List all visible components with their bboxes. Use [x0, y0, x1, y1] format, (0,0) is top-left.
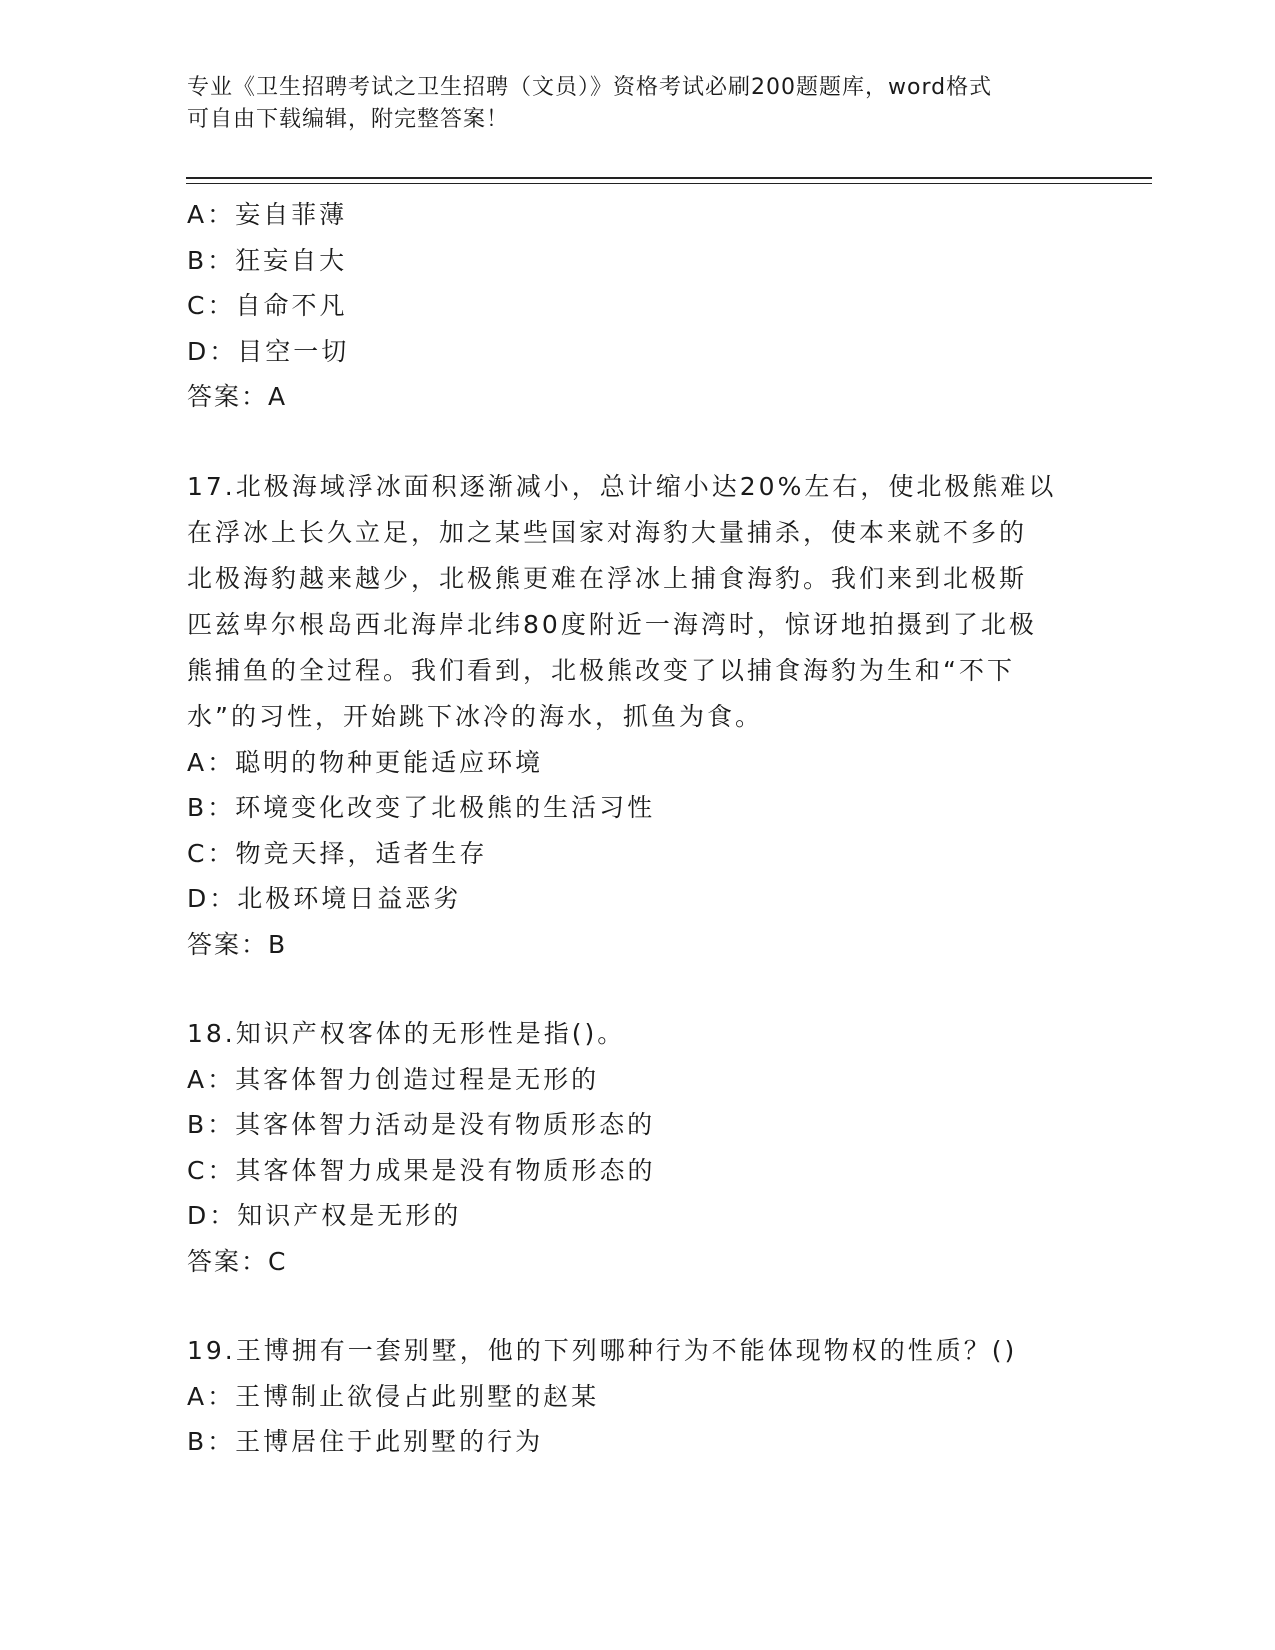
option-b: B：环境变化改变了北极熊的生活习性 [187, 793, 656, 822]
option-d: D：知识产权是无形的 [187, 1201, 462, 1230]
option-c: C：其客体智力成果是没有物质形态的 [187, 1155, 656, 1185]
stem-line: 匹兹卑尔根岛西北海岸北纬80度附近一海湾时，惊讶地拍摄到了北极 [187, 609, 1037, 639]
header-rule-thin [186, 183, 1152, 184]
answer-line: 答案：B [187, 929, 288, 959]
question-19 [187, 1328, 1087, 1465]
stem-line: 熊捕鱼的全过程。我们看到，北极熊改变了以捕食海豹为生和“不下 [187, 655, 1015, 685]
header-rule-thick [186, 177, 1152, 179]
option-b: B：狂妄自大 [187, 245, 348, 275]
question-18 [187, 1011, 1087, 1284]
option-a: A：聪明的物种更能适应环境 [187, 747, 544, 777]
spacer [187, 1284, 1087, 1328]
question-16 [187, 192, 1087, 420]
option-b: B：其客体智力活动是没有物质形态的 [187, 1110, 656, 1139]
question-list [187, 192, 1087, 1465]
question-17 [187, 464, 1087, 968]
option-a: A：王博制止欲侵占此别墅的赵某 [187, 1381, 600, 1411]
option-c: C：物竞天择，适者生存 [187, 838, 488, 868]
stem-line: 17.北极海域浮冰面积逐渐减小，总计缩小达20%左右，使北极熊难以 [187, 471, 1057, 501]
spacer [187, 967, 1087, 1011]
question-stem: 18.知识产权客体的无形性是指()。 [187, 1019, 626, 1048]
question-stem: 19.王博拥有一套别墅，他的下列哪种行为不能体现物权的性质？() [187, 1336, 1018, 1365]
header-line-2: 可自由下载编辑，附完整答案！ [187, 107, 510, 132]
spacer [187, 420, 1087, 464]
question-stem [187, 464, 1077, 740]
option-b: B：王博居住于此别墅的行为 [187, 1427, 544, 1456]
stem-line: 在浮冰上长久立足，加之某些国家对海豹大量捕杀，使本来就不多的 [187, 517, 1028, 547]
answer-line: 答案：A [187, 382, 288, 411]
document-header [187, 72, 1067, 136]
answer-line: 答案：C [187, 1246, 288, 1276]
header-line-1: 专业《卫生招聘考试之卫生招聘（文员）》资格考试必刷200题题库，word格式 [187, 75, 993, 100]
option-a: A：其客体智力创造过程是无形的 [187, 1064, 600, 1094]
option-d: D：目空一切 [187, 336, 350, 366]
option-c: C：自命不凡 [187, 291, 348, 320]
option-d: D：北极环境日益恶劣 [187, 884, 462, 913]
stem-line: 北极海豹越来越少，北极熊更难在浮冰上捕食海豹。我们来到北极斯 [187, 563, 1028, 593]
stem-line: 水”的习性，开始跳下冰冷的海水，抓鱼为食。 [187, 701, 763, 731]
option-a: A：妄自菲薄 [187, 200, 348, 229]
